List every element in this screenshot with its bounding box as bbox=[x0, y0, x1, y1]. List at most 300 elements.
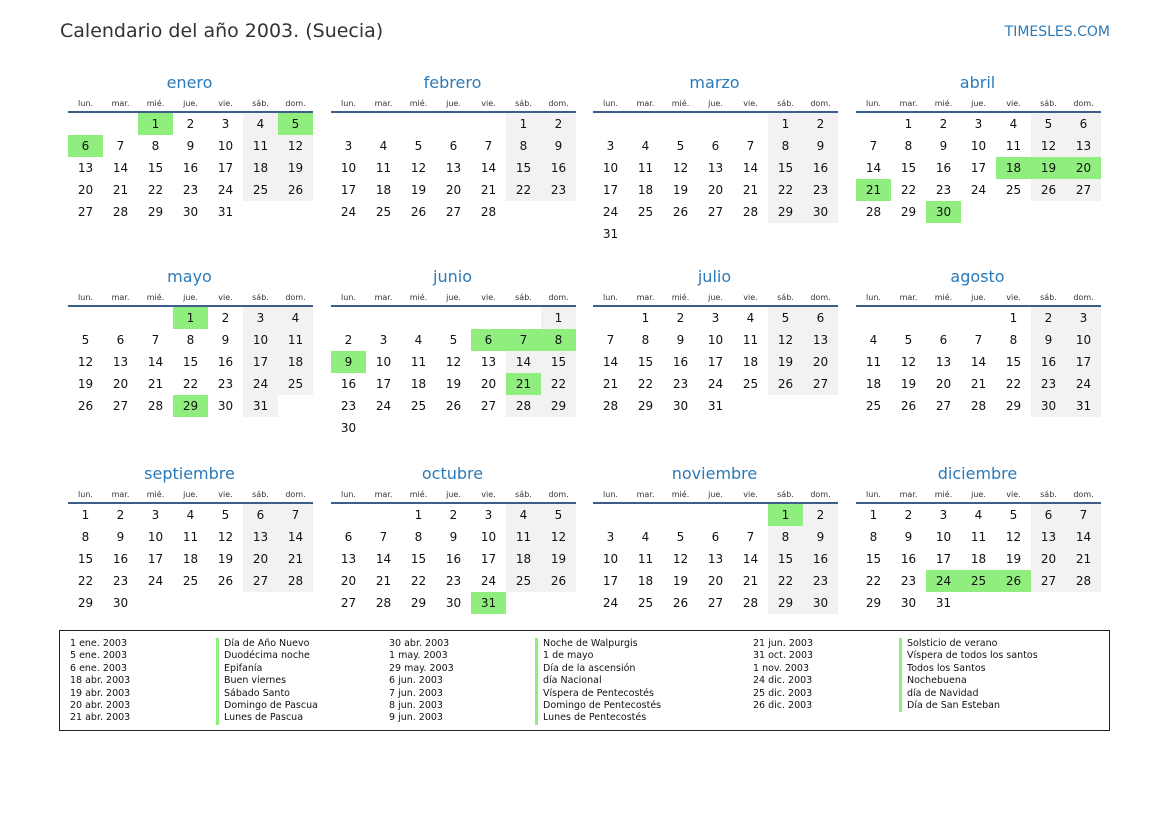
day-cell: 25 bbox=[182, 574, 199, 588]
empty-cell bbox=[996, 201, 1031, 223]
legend-holiday-name: Día de la ascensión bbox=[535, 663, 635, 675]
day-cell: 14 bbox=[506, 351, 541, 373]
legend-date: 31 oct. 2003 bbox=[753, 650, 814, 662]
day-cell: 10 bbox=[935, 530, 952, 544]
weekday-header: mar. bbox=[366, 95, 401, 112]
day-cell: 19 bbox=[768, 351, 803, 373]
day-cell: 5 bbox=[541, 503, 576, 526]
day-cell: 30 bbox=[926, 201, 961, 223]
day-cell: 29 bbox=[768, 592, 803, 614]
weekday-header: mié. bbox=[138, 289, 173, 306]
day-cell: 18 bbox=[375, 183, 392, 197]
day-cell: 29 bbox=[173, 395, 208, 417]
empty-cell bbox=[436, 306, 471, 329]
empty-cell bbox=[698, 503, 733, 526]
day-cell: 19 bbox=[1031, 157, 1066, 179]
day-cell: 18 bbox=[742, 355, 759, 369]
weekday-header: dom. bbox=[803, 289, 838, 306]
day-cell: 11 bbox=[1005, 139, 1022, 153]
day-cell: 20 bbox=[480, 377, 497, 391]
month-table bbox=[593, 95, 838, 245]
day-cell: 12 bbox=[1031, 135, 1066, 157]
weekday-header: vie. bbox=[996, 289, 1031, 306]
weekday-header: mar. bbox=[103, 289, 138, 306]
legend-item bbox=[389, 712, 661, 724]
empty-cell bbox=[663, 503, 698, 526]
day-cell: 4 bbox=[186, 508, 195, 522]
weekday-header: sáb. bbox=[243, 95, 278, 112]
legend-date: 18 abr. 2003 bbox=[70, 675, 131, 687]
day-cell: 25 bbox=[410, 399, 427, 413]
day-cell: 11 bbox=[182, 530, 199, 544]
empty-cell bbox=[1031, 592, 1066, 614]
month-table bbox=[331, 95, 576, 223]
legend-item bbox=[70, 663, 318, 675]
month-diciembre bbox=[856, 464, 1101, 614]
day-cell: 30 bbox=[112, 596, 129, 610]
legend-holiday-name: Sábado Santo bbox=[216, 688, 290, 700]
weekday-header: jue. bbox=[436, 486, 471, 503]
day-cell: 22 bbox=[147, 183, 164, 197]
weekday-header: dom. bbox=[541, 486, 576, 503]
empty-cell bbox=[628, 223, 663, 245]
day-cell: 20 bbox=[803, 351, 838, 373]
day-cell: 5 bbox=[676, 139, 685, 153]
day-cell: 20 bbox=[445, 183, 462, 197]
day-cell: 28 bbox=[742, 205, 759, 219]
weekday-header: jue. bbox=[961, 486, 996, 503]
day-cell: 24 bbox=[970, 183, 987, 197]
day-cell: 24 bbox=[217, 183, 234, 197]
day-cell: 23 bbox=[1031, 373, 1066, 395]
day-cell: 6 bbox=[711, 139, 720, 153]
day-cell: 4 bbox=[641, 530, 650, 544]
day-cell: 25 bbox=[375, 205, 392, 219]
legend-holiday-name: Solsticio de verano bbox=[899, 638, 997, 650]
month-table bbox=[68, 486, 313, 614]
day-cell: 28 bbox=[506, 395, 541, 417]
day-cell: 8 bbox=[869, 530, 878, 544]
day-cell: 13 bbox=[77, 161, 94, 175]
day-cell: 12 bbox=[410, 161, 427, 175]
empty-cell bbox=[138, 592, 173, 614]
legend-date: 5 ene. 2003 bbox=[70, 650, 127, 662]
day-cell: 25 bbox=[506, 570, 541, 592]
weekday-header: sáb. bbox=[768, 486, 803, 503]
day-cell: 23 bbox=[935, 183, 952, 197]
legend-holiday-name: día Nacional bbox=[535, 675, 602, 687]
day-cell: 16 bbox=[672, 355, 689, 369]
day-cell: 6 bbox=[344, 530, 353, 544]
day-cell: 19 bbox=[541, 548, 576, 570]
day-cell: 16 bbox=[445, 552, 462, 566]
day-cell: 18 bbox=[637, 574, 654, 588]
empty-cell bbox=[541, 592, 576, 614]
day-cell: 16 bbox=[112, 552, 129, 566]
month-marzo bbox=[593, 73, 838, 245]
day-cell: 1 bbox=[414, 508, 423, 522]
legend-date: 1 nov. 2003 bbox=[753, 662, 809, 674]
day-cell: 11 bbox=[865, 355, 882, 369]
weekday-header: vie. bbox=[471, 486, 506, 503]
weekday-header: mar. bbox=[628, 486, 663, 503]
day-cell: 14 bbox=[742, 161, 759, 175]
empty-cell bbox=[698, 223, 733, 245]
day-cell: 8 bbox=[81, 530, 90, 544]
day-cell: 5 bbox=[904, 333, 913, 347]
legend-item bbox=[389, 700, 661, 712]
day-cell: 2 bbox=[803, 112, 838, 135]
month-name: marzo bbox=[689, 73, 740, 92]
empty-cell bbox=[1066, 592, 1101, 614]
empty-cell bbox=[366, 503, 401, 526]
day-cell: 6 bbox=[243, 503, 278, 526]
day-cell: 19 bbox=[672, 183, 689, 197]
day-cell: 22 bbox=[410, 574, 427, 588]
day-cell: 5 bbox=[676, 530, 685, 544]
day-cell: 5 bbox=[1031, 112, 1066, 135]
day-cell: 8 bbox=[904, 139, 913, 153]
day-cell: 6 bbox=[1031, 503, 1066, 526]
day-cell: 30 bbox=[217, 399, 234, 413]
day-cell: 27 bbox=[112, 399, 129, 413]
legend-date: 1 ene. 2003 bbox=[70, 638, 127, 649]
legend-item bbox=[389, 675, 661, 687]
day-cell: 26 bbox=[672, 205, 689, 219]
weekday-header: mié. bbox=[926, 95, 961, 112]
weekday-header: jue. bbox=[961, 289, 996, 306]
day-cell: 27 bbox=[77, 205, 94, 219]
day-cell: 18 bbox=[182, 552, 199, 566]
day-cell: 5 bbox=[81, 333, 90, 347]
day-cell: 15 bbox=[506, 157, 541, 179]
day-cell: 9 bbox=[803, 135, 838, 157]
month-junio bbox=[331, 267, 576, 439]
legend-item bbox=[753, 650, 1038, 662]
day-cell: 9 bbox=[904, 530, 913, 544]
month-table bbox=[856, 289, 1101, 417]
legend-holiday-name: Domingo de Pascua bbox=[216, 700, 318, 712]
month-name: mayo bbox=[167, 267, 212, 286]
day-cell: 26 bbox=[768, 373, 803, 395]
day-cell: 25 bbox=[637, 596, 654, 610]
legend-item bbox=[70, 650, 318, 662]
weekday-header: mar. bbox=[891, 95, 926, 112]
day-cell: 14 bbox=[742, 552, 759, 566]
day-cell: 22 bbox=[506, 179, 541, 201]
day-cell: 17 bbox=[375, 377, 392, 391]
weekday-header: sáb. bbox=[506, 289, 541, 306]
month-abril bbox=[856, 73, 1101, 223]
day-cell: 9 bbox=[676, 333, 685, 347]
day-cell: 2 bbox=[1031, 306, 1066, 329]
day-cell: 25 bbox=[278, 373, 313, 395]
day-cell: 16 bbox=[803, 548, 838, 570]
legend-item bbox=[70, 700, 318, 712]
day-cell: 21 bbox=[147, 377, 164, 391]
legend-holiday-name: Día de San Esteban bbox=[899, 700, 1000, 712]
legend-date: 21 abr. 2003 bbox=[70, 712, 131, 724]
legend-item bbox=[70, 638, 318, 650]
day-cell: 26 bbox=[77, 399, 94, 413]
day-cell: 17 bbox=[935, 552, 952, 566]
day-cell: 28 bbox=[970, 399, 987, 413]
legend-date: 7 jun. 2003 bbox=[389, 687, 443, 699]
day-cell: 3 bbox=[379, 333, 388, 347]
empty-cell bbox=[996, 592, 1031, 614]
empty-cell bbox=[541, 201, 576, 223]
day-cell: 23 bbox=[217, 377, 234, 391]
day-cell: 15 bbox=[410, 552, 427, 566]
day-cell: 9 bbox=[449, 530, 458, 544]
month-mayo bbox=[68, 267, 313, 417]
day-cell: 28 bbox=[742, 596, 759, 610]
day-cell: 3 bbox=[151, 508, 160, 522]
day-cell: 5 bbox=[768, 306, 803, 329]
weekday-header: vie. bbox=[471, 95, 506, 112]
day-cell: 16 bbox=[217, 355, 234, 369]
empty-cell bbox=[471, 306, 506, 329]
weekday-header: lun. bbox=[68, 486, 103, 503]
empty-cell bbox=[628, 112, 663, 135]
day-cell: 6 bbox=[449, 139, 458, 153]
empty-cell bbox=[1066, 201, 1101, 223]
day-cell: 13 bbox=[707, 161, 724, 175]
day-cell: 16 bbox=[182, 161, 199, 175]
day-cell: 8 bbox=[506, 135, 541, 157]
weekday-header: jue. bbox=[173, 95, 208, 112]
legend-date: 21 jun. 2003 bbox=[753, 638, 814, 649]
empty-cell bbox=[278, 395, 313, 417]
day-cell: 4 bbox=[974, 508, 983, 522]
day-cell: 30 bbox=[340, 421, 357, 435]
day-cell: 4 bbox=[414, 333, 423, 347]
empty-cell bbox=[278, 592, 313, 614]
day-cell: 11 bbox=[375, 161, 392, 175]
legend-holiday-name: Buen viernes bbox=[216, 675, 286, 687]
month-table bbox=[331, 289, 576, 439]
weekday-header: sáb. bbox=[1031, 95, 1066, 112]
month-table bbox=[856, 95, 1101, 223]
empty-cell bbox=[628, 503, 663, 526]
weekday-header: dom. bbox=[1066, 95, 1101, 112]
day-cell: 11 bbox=[970, 530, 987, 544]
day-cell: 29 bbox=[77, 596, 94, 610]
legend-date: 26 dic. 2003 bbox=[753, 700, 813, 712]
day-cell: 1 bbox=[768, 112, 803, 135]
day-cell: 3 bbox=[606, 139, 615, 153]
day-cell: 6 bbox=[803, 306, 838, 329]
day-cell: 8 bbox=[641, 333, 650, 347]
day-cell: 25 bbox=[243, 179, 278, 201]
day-cell: 12 bbox=[1005, 530, 1022, 544]
weekday-header: dom. bbox=[803, 486, 838, 503]
month-name: enero bbox=[166, 73, 213, 92]
weekday-header: lun. bbox=[593, 95, 628, 112]
empty-cell bbox=[961, 201, 996, 223]
legend-date: 6 ene. 2003 bbox=[70, 662, 127, 674]
day-cell: 27 bbox=[480, 399, 497, 413]
day-cell: 7 bbox=[116, 139, 125, 153]
day-cell: 2 bbox=[186, 117, 195, 131]
legend-item bbox=[70, 712, 318, 724]
day-cell: 30 bbox=[900, 596, 917, 610]
day-cell: 24 bbox=[1066, 373, 1101, 395]
weekday-header: mié. bbox=[401, 486, 436, 503]
legend-holiday-name: día de Navidad bbox=[899, 688, 978, 700]
day-cell: 10 bbox=[340, 161, 357, 175]
day-cell: 21 bbox=[278, 548, 313, 570]
day-cell: 7 bbox=[484, 139, 493, 153]
weekday-header: jue. bbox=[698, 289, 733, 306]
day-cell: 11 bbox=[637, 161, 654, 175]
day-cell: 21 bbox=[602, 377, 619, 391]
legend-item bbox=[753, 638, 1038, 650]
day-cell: 28 bbox=[147, 399, 164, 413]
day-cell: 28 bbox=[375, 596, 392, 610]
empty-cell bbox=[961, 306, 996, 329]
day-cell: 15 bbox=[182, 355, 199, 369]
month-name: abril bbox=[959, 73, 996, 92]
day-cell: 14 bbox=[1066, 526, 1101, 548]
day-cell: 3 bbox=[1066, 306, 1101, 329]
empty-cell bbox=[593, 306, 628, 329]
day-cell: 26 bbox=[1031, 179, 1066, 201]
month-table bbox=[68, 289, 313, 417]
day-cell: 19 bbox=[900, 377, 917, 391]
empty-cell bbox=[331, 306, 366, 329]
weekday-header: mar. bbox=[366, 486, 401, 503]
day-cell: 25 bbox=[1005, 183, 1022, 197]
day-cell: 31 bbox=[471, 592, 506, 614]
day-cell: 1 bbox=[1009, 311, 1018, 325]
day-cell: 26 bbox=[410, 205, 427, 219]
day-cell: 12 bbox=[541, 526, 576, 548]
empty-cell bbox=[471, 417, 506, 439]
day-cell: 23 bbox=[803, 179, 838, 201]
day-cell: 31 bbox=[707, 399, 724, 413]
day-cell: 11 bbox=[506, 526, 541, 548]
day-cell: 24 bbox=[147, 574, 164, 588]
day-cell: 15 bbox=[1005, 355, 1022, 369]
legend-holiday-name: Duodécima noche bbox=[216, 650, 310, 662]
day-cell: 27 bbox=[707, 596, 724, 610]
legend-date: 8 jun. 2003 bbox=[389, 700, 443, 712]
empty-cell bbox=[331, 503, 366, 526]
day-cell: 2 bbox=[221, 311, 230, 325]
empty-cell bbox=[1031, 201, 1066, 223]
empty-cell bbox=[856, 112, 891, 135]
day-cell: 14 bbox=[970, 355, 987, 369]
day-cell: 21 bbox=[742, 183, 759, 197]
day-cell: 17 bbox=[1066, 351, 1101, 373]
day-cell: 7 bbox=[379, 530, 388, 544]
day-cell: 12 bbox=[217, 530, 234, 544]
weekday-header: vie. bbox=[208, 289, 243, 306]
day-cell: 28 bbox=[865, 205, 882, 219]
day-cell: 19 bbox=[445, 377, 462, 391]
day-cell: 28 bbox=[602, 399, 619, 413]
month-name: julio bbox=[697, 267, 732, 286]
brand-link[interactable]: TIMESLES.COM bbox=[1004, 24, 1110, 40]
day-cell: 25 bbox=[865, 399, 882, 413]
day-cell: 12 bbox=[900, 355, 917, 369]
empty-cell bbox=[366, 306, 401, 329]
day-cell: 1 bbox=[869, 508, 878, 522]
day-cell: 15 bbox=[541, 351, 576, 373]
day-cell: 7 bbox=[746, 139, 755, 153]
empty-cell bbox=[733, 112, 768, 135]
day-cell: 7 bbox=[151, 333, 160, 347]
day-cell: 31 bbox=[217, 205, 234, 219]
legend-item bbox=[70, 688, 318, 700]
weekday-header: sáb. bbox=[243, 289, 278, 306]
weekday-header: mié. bbox=[663, 289, 698, 306]
day-cell: 29 bbox=[410, 596, 427, 610]
day-cell: 7 bbox=[746, 530, 755, 544]
weekday-header: jue. bbox=[173, 289, 208, 306]
day-cell: 17 bbox=[602, 183, 619, 197]
weekday-header: lun. bbox=[68, 95, 103, 112]
month-name: junio bbox=[433, 267, 472, 286]
legend-date: 9 jun. 2003 bbox=[389, 712, 443, 724]
day-cell: 12 bbox=[672, 161, 689, 175]
day-cell: 30 bbox=[803, 201, 838, 223]
day-cell: 6 bbox=[116, 333, 125, 347]
day-cell: 20 bbox=[1031, 548, 1066, 570]
day-cell: 11 bbox=[742, 333, 759, 347]
day-cell: 29 bbox=[768, 201, 803, 223]
month-septiembre bbox=[68, 464, 313, 614]
weekday-header: dom. bbox=[278, 486, 313, 503]
day-cell: 12 bbox=[672, 552, 689, 566]
day-cell: 6 bbox=[471, 329, 506, 351]
legend-column bbox=[389, 638, 661, 725]
day-cell: 28 bbox=[112, 205, 129, 219]
weekday-header: jue. bbox=[436, 95, 471, 112]
day-cell: 24 bbox=[375, 399, 392, 413]
empty-cell bbox=[733, 503, 768, 526]
day-cell: 1 bbox=[81, 508, 90, 522]
day-cell: 11 bbox=[410, 355, 427, 369]
day-cell: 25 bbox=[742, 377, 759, 391]
day-cell: 27 bbox=[1031, 570, 1066, 592]
empty-cell bbox=[663, 223, 698, 245]
day-cell: 14 bbox=[865, 161, 882, 175]
day-cell: 21 bbox=[742, 574, 759, 588]
day-cell: 5 bbox=[414, 139, 423, 153]
weekday-header: lun. bbox=[856, 95, 891, 112]
day-cell: 2 bbox=[344, 333, 353, 347]
day-cell: 21 bbox=[970, 377, 987, 391]
weekday-header: mar. bbox=[891, 289, 926, 306]
day-cell: 28 bbox=[1066, 570, 1101, 592]
empty-cell bbox=[401, 306, 436, 329]
empty-cell bbox=[471, 112, 506, 135]
day-cell: 13 bbox=[112, 355, 129, 369]
day-cell: 17 bbox=[217, 161, 234, 175]
weekday-header: mié. bbox=[138, 486, 173, 503]
day-cell: 22 bbox=[77, 574, 94, 588]
day-cell: 10 bbox=[970, 139, 987, 153]
day-cell: 2 bbox=[449, 508, 458, 522]
empty-cell bbox=[331, 112, 366, 135]
month-table bbox=[593, 289, 838, 417]
day-cell: 1 bbox=[904, 117, 913, 131]
empty-cell bbox=[173, 592, 208, 614]
legend-holiday-name: Lunes de Pascua bbox=[216, 712, 303, 724]
weekday-header: mar. bbox=[628, 95, 663, 112]
